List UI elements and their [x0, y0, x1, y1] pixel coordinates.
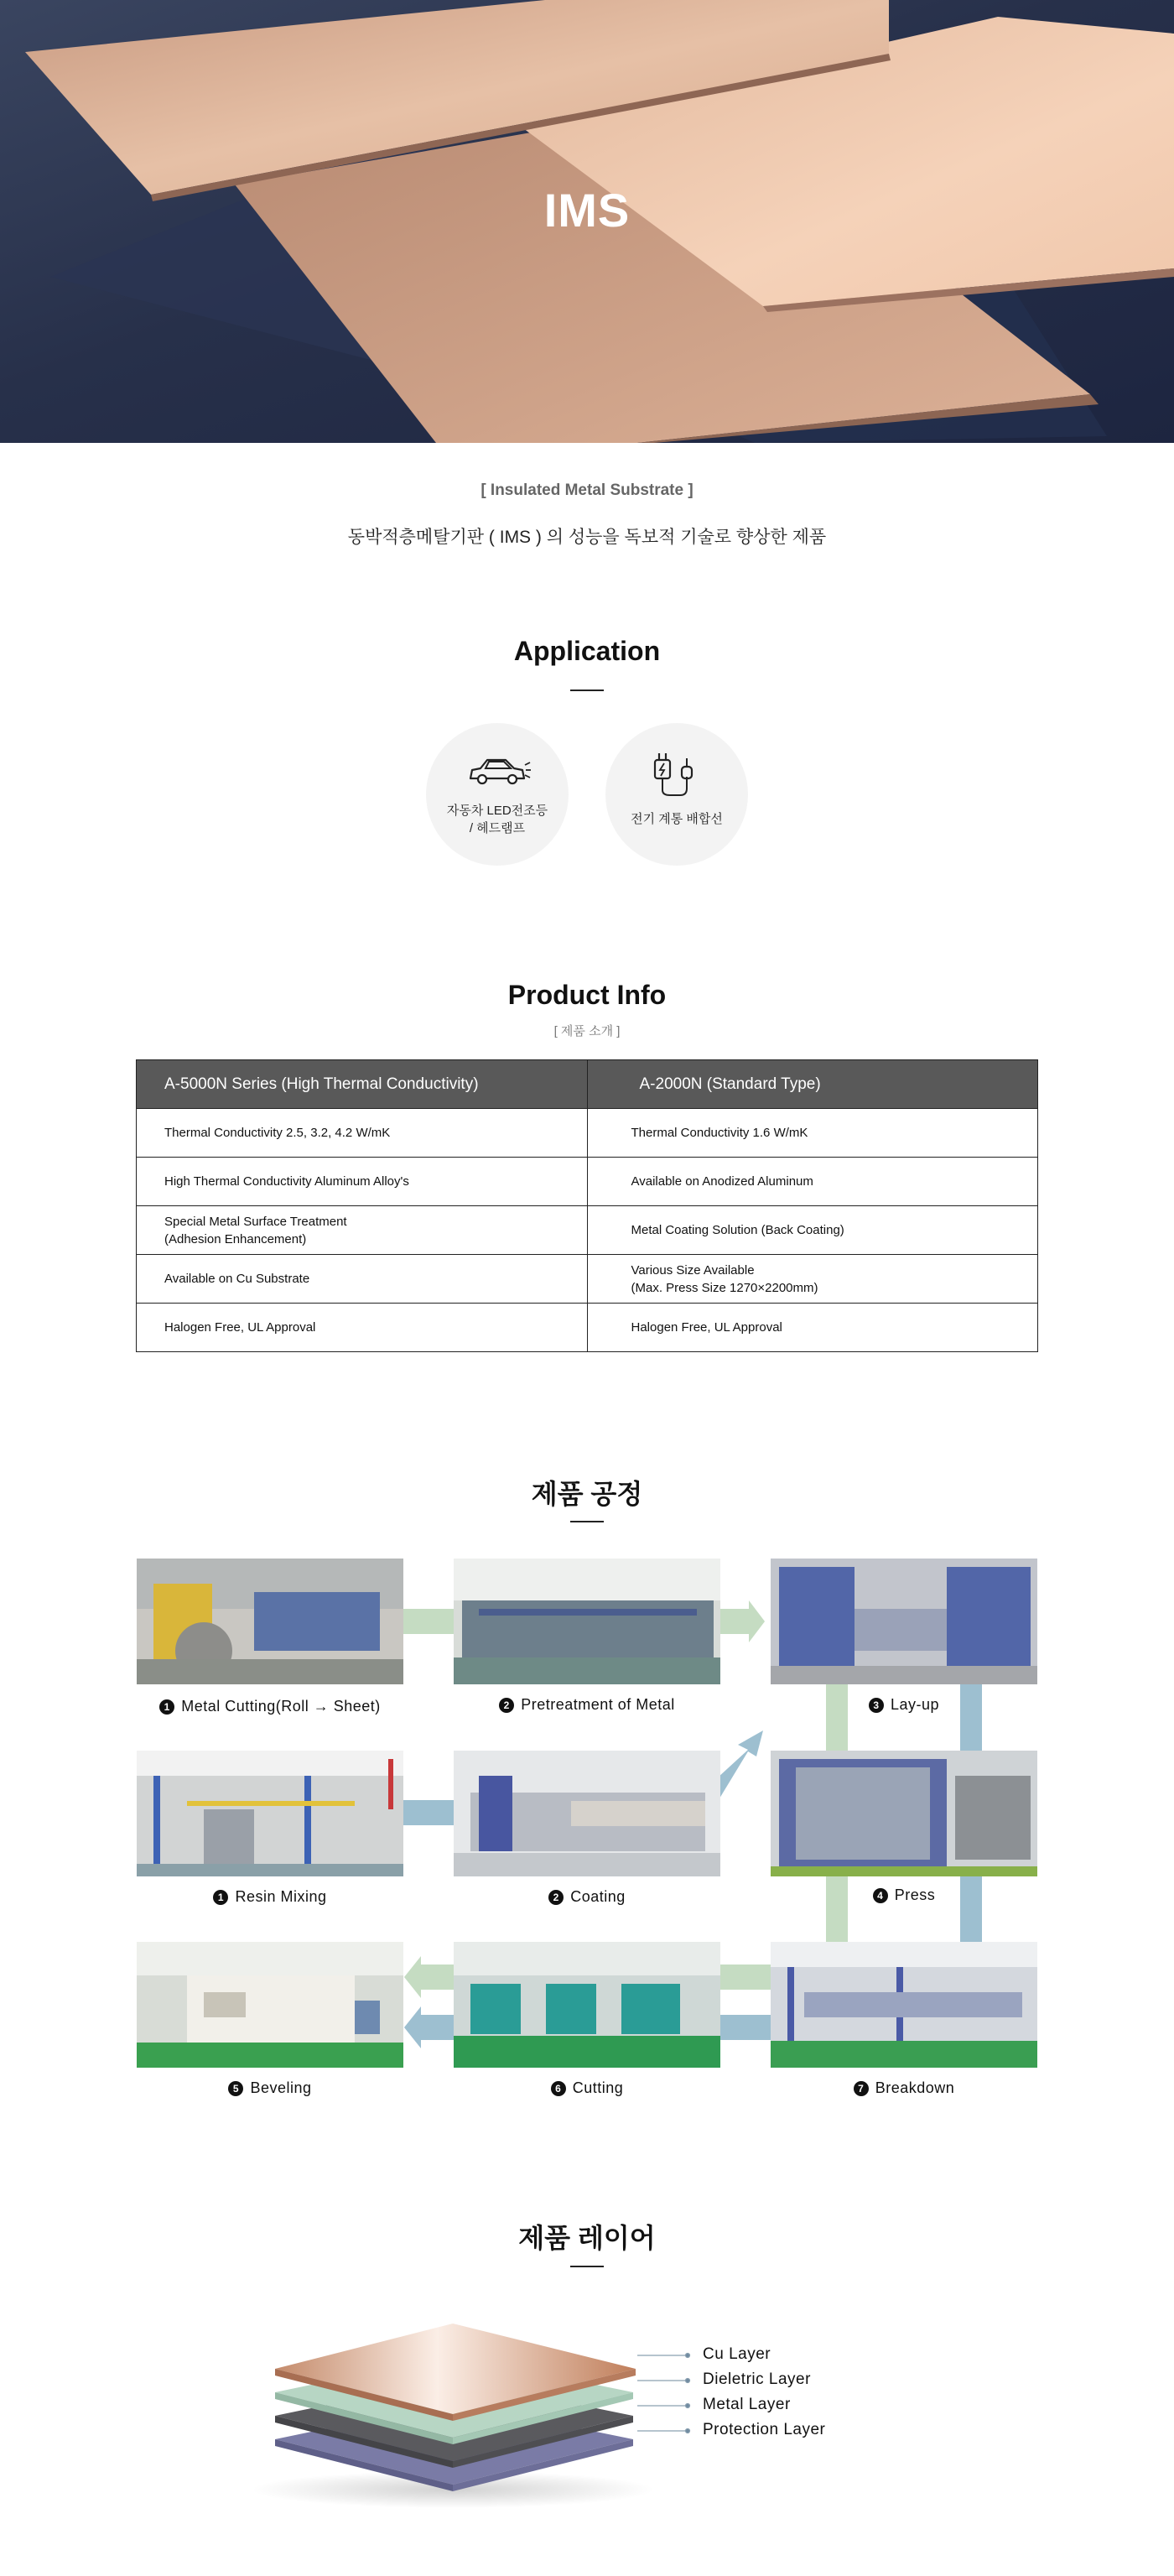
- cell-text: Various Size Available: [631, 1262, 755, 1278]
- table-cell: [137, 1206, 588, 1255]
- step-text: Breakdown: [875, 2079, 955, 2096]
- table-cell: [587, 1109, 1038, 1158]
- layer-label-protection: Protection Layer: [703, 2421, 826, 2438]
- process-photo-cutting: [454, 1942, 720, 2068]
- step-number: 2: [499, 1698, 514, 1713]
- step-number: 7: [854, 2081, 869, 2096]
- table-row: [137, 1206, 1038, 1255]
- section-divider: [570, 2266, 604, 2267]
- layer-label-metal: Metal Layer: [703, 2396, 791, 2413]
- step-text: Pretreatment of Metal: [521, 1696, 675, 1713]
- process-photo-metal-cutting: [137, 1559, 403, 1684]
- table-row: [137, 1304, 1038, 1352]
- section-divider: [570, 1521, 604, 1522]
- step-number: 1: [213, 1890, 228, 1905]
- application-item-label: / 헤드램프: [469, 821, 526, 835]
- step-number: 3: [869, 1698, 884, 1713]
- application-item-label: 자동차 LED전조등: [446, 804, 548, 818]
- cell-text: Special Metal Surface Treatment: [164, 1214, 347, 1229]
- table-cell: [137, 1158, 588, 1206]
- step-text: Cutting: [572, 2079, 624, 2096]
- table-header-row: [137, 1060, 1038, 1109]
- process-title: 제품 공정: [531, 1479, 643, 1509]
- step-number: 5: [228, 2081, 243, 2096]
- hero-banner: [0, 0, 1174, 443]
- intro-description: 동박적층메탈기판 ( IMS ) 의 성능을 독보적 기술로 향상한 제품: [347, 528, 827, 547]
- step-text: Metal Cutting(Roll → Sheet): [181, 1698, 381, 1715]
- process-photo-pretreatment: [454, 1559, 720, 1684]
- step-text: Coating: [570, 1888, 626, 1905]
- step-text: Lay-up: [890, 1696, 940, 1713]
- application-item-plug: [605, 723, 748, 866]
- product-info-title: Product Info: [507, 980, 667, 1010]
- table-cell: [137, 1304, 588, 1352]
- process-step-label: [137, 1698, 403, 1715]
- car-icon: [464, 753, 531, 790]
- process-step-label: [771, 1696, 1037, 1714]
- table-row: [137, 1109, 1038, 1158]
- table-row: [137, 1158, 1038, 1206]
- step-number: 1: [159, 1699, 174, 1715]
- application-item-car: [426, 723, 569, 866]
- application-title: Application: [513, 636, 661, 666]
- table-cell: [137, 1109, 588, 1158]
- product-info-subtitle: [ 제품 소개 ]: [553, 1024, 621, 1038]
- cell-text: Available on Cu Substrate: [164, 1272, 310, 1286]
- cell-text: High Thermal Conductivity Aluminum Alloy's: [164, 1174, 409, 1189]
- table-header: A-5000N Series (High Thermal Conductivity): [137, 1060, 588, 1109]
- table-cell: [587, 1304, 1038, 1352]
- table-cell: [587, 1158, 1038, 1206]
- cell-text: Halogen Free, UL Approval: [631, 1320, 782, 1335]
- table-cell: [587, 1255, 1038, 1304]
- table-cell: [587, 1206, 1038, 1255]
- process-photo-press: [771, 1751, 1037, 1876]
- hero-title: IMS: [543, 184, 631, 237]
- cell-text: Available on Anodized Aluminum: [631, 1174, 813, 1189]
- layer-stack-illustration: [0, 2298, 1174, 2516]
- process-photo-coating: [454, 1751, 720, 1876]
- cell-text: Halogen Free, UL Approval: [164, 1320, 316, 1335]
- product-info-table: [136, 1059, 1038, 1352]
- step-number: 6: [551, 2081, 566, 2096]
- cell-text: Thermal Conductivity 2.5, 3.2, 4.2 W/mK: [164, 1126, 391, 1140]
- layers-title: 제품 레이어: [518, 2223, 656, 2253]
- process-step-label: [137, 2079, 403, 2097]
- cell-text: (Adhesion Enhancement): [164, 1231, 307, 1246]
- process-step-label: [771, 1886, 1037, 1904]
- table-row: [137, 1255, 1038, 1304]
- process-step-label: [771, 2079, 1037, 2097]
- process-step-label: [137, 1888, 403, 1906]
- process-photo-beveling: [137, 1942, 403, 2068]
- process-step-label: [454, 1888, 720, 1906]
- process-step-label: [454, 2079, 720, 2097]
- process-step-label: [454, 1696, 720, 1714]
- step-text: Resin Mixing: [235, 1888, 327, 1905]
- process-photo-breakdown: [771, 1942, 1037, 2068]
- cell-text: Thermal Conductivity 1.6 W/mK: [631, 1126, 808, 1140]
- step-number: 4: [873, 1888, 888, 1903]
- plug-icon: [652, 752, 702, 797]
- process-photo-lay-up: [771, 1559, 1037, 1684]
- table-cell: [137, 1255, 588, 1304]
- section-divider: [570, 690, 604, 691]
- cell-text: Metal Coating Solution (Back Coating): [631, 1223, 844, 1237]
- table-header: A-2000N (Standard Type): [587, 1060, 1038, 1109]
- process-photo-resin-mixing: [137, 1751, 403, 1876]
- layer-label-dielectric: Dieletric Layer: [703, 2370, 811, 2388]
- layer-label-cu: Cu Layer: [703, 2345, 771, 2363]
- cell-text: (Max. Press Size 1270×2200mm): [631, 1280, 818, 1295]
- intro-subtitle: [ Insulated Metal Substrate ]: [481, 481, 693, 499]
- step-text: Press: [894, 1886, 936, 1903]
- step-number: 2: [548, 1890, 564, 1905]
- step-text: Beveling: [250, 2079, 312, 2096]
- application-item-label: 전기 계통 배합선: [631, 812, 723, 826]
